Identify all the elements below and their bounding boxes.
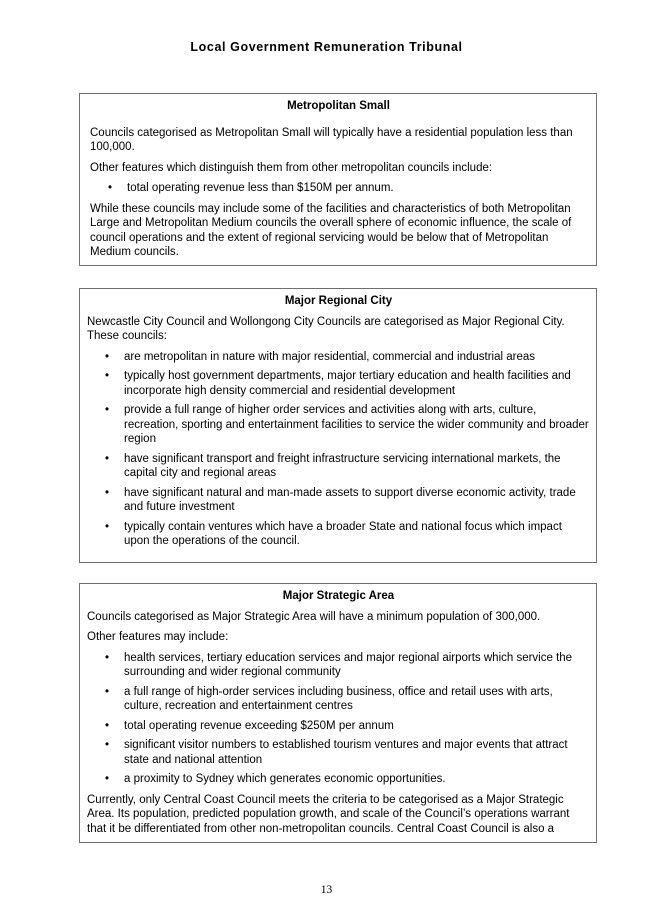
page-header: Local Government Remuneration Tribunal (190, 40, 463, 54)
bullet-icon: • (105, 773, 110, 785)
list-item-text: significant visitor numbers to established tourism ventures and major events that attract state and national attention (124, 739, 568, 766)
bullet-icon: • (105, 719, 110, 732)
section-heading: Metropolitan Small (287, 100, 390, 112)
list-item-text: typically contain ventures which have a broader State and national focus which impact upon the operations of the council. (124, 520, 562, 547)
paragraph: Other features may include: (87, 631, 229, 643)
list-item (87, 719, 590, 734)
bullet-icon: • (105, 370, 110, 382)
list-item (87, 772, 590, 787)
bullet-icon: • (105, 350, 110, 363)
section-body (87, 126, 590, 260)
list-item (87, 738, 590, 767)
bullet-icon: • (105, 520, 110, 533)
list-item (87, 403, 590, 447)
bullet-icon: • (105, 651, 110, 664)
list-item-text: total operating revenue less than $150M per annum. (127, 182, 394, 194)
list-item-text: a proximity to Sydney which generates economic opportunities. (124, 773, 446, 785)
list-item-text: typically host government departments, major tertiary education and health facilities and incorporate high density commercial and residential development (124, 370, 571, 397)
list-item-text: total operating revenue exceeding $250M per annum (124, 719, 394, 732)
list-item-text: have significant transport and freight infrastructure servicing international markets, the capital city and regional areas (124, 452, 561, 479)
paragraph: Councils categorised as Metropolitan Small will typically have a residential population less than 100,000. (90, 126, 573, 153)
bullet-list (90, 181, 590, 196)
list-item (87, 685, 590, 714)
bullet-icon: • (105, 685, 110, 698)
paragraph: Councils categorised as Major Strategic Area will have a minimum population of 300,000. (87, 610, 541, 623)
list-item-text: health services, tertiary education services and major regional airports which service the surrounding and wider regional community (124, 651, 573, 678)
section-major-strategic-area (79, 583, 597, 843)
list-item (87, 651, 590, 680)
paragraph: Currently, only Central Coast Council meets the criteria to be categorised as a Major Strategic Area. Its population, predicted population growth, and scale of the Council’s operations warrant that it be differentiated from other non-metropolitan councils. Central Coast Council is also a (87, 793, 570, 835)
list-item (87, 350, 590, 365)
list-item (90, 181, 590, 196)
list-item-text: are metropolitan in nature with major residential, commercial and industrial areas (124, 350, 535, 363)
bullet-list (87, 651, 590, 787)
list-item (87, 520, 590, 549)
bullet-icon: • (108, 182, 113, 194)
list-item (87, 369, 590, 398)
bullet-list (87, 350, 590, 549)
list-item-text: a full range of high-order services including business, office and retail uses with arts, culture, recreation and entertainment centres (124, 685, 553, 712)
bullet-icon: • (105, 739, 110, 751)
bullet-icon: • (105, 404, 110, 416)
section-heading: Major Strategic Area (282, 590, 395, 602)
list-item-text: provide a full range of higher order services and activities along with arts, culture, recreation, sporting and entertainment facilities to service the wider community and broader region (124, 404, 589, 445)
bullet-icon: • (105, 452, 110, 465)
list-item-text: have significant natural and man-made assets to support diverse economic activity, trade and future investment (124, 486, 576, 513)
page-number: 13 (320, 884, 333, 896)
paragraph: Other features which distinguish them from other metropolitan councils include: (90, 161, 493, 174)
section-heading: Major Regional City (284, 295, 393, 307)
bullet-icon: • (105, 486, 110, 499)
list-item (87, 486, 590, 515)
paragraph: While these councils may include some of the facilities and characteristics of both Metropolitan Large and Metropolitan Medium councils the overall sphere of economic influence, the scale of council operations and the extent of regional servicing would be below that of Metropolitan Medium councils. (90, 202, 572, 258)
paragraph: Newcastle City Council and Wollongong City Councils are categorised as Major Regional City. These councils: (87, 315, 565, 342)
section-major-regional-city (79, 288, 597, 563)
list-item (87, 452, 590, 481)
section-metropolitan-small (79, 93, 597, 266)
